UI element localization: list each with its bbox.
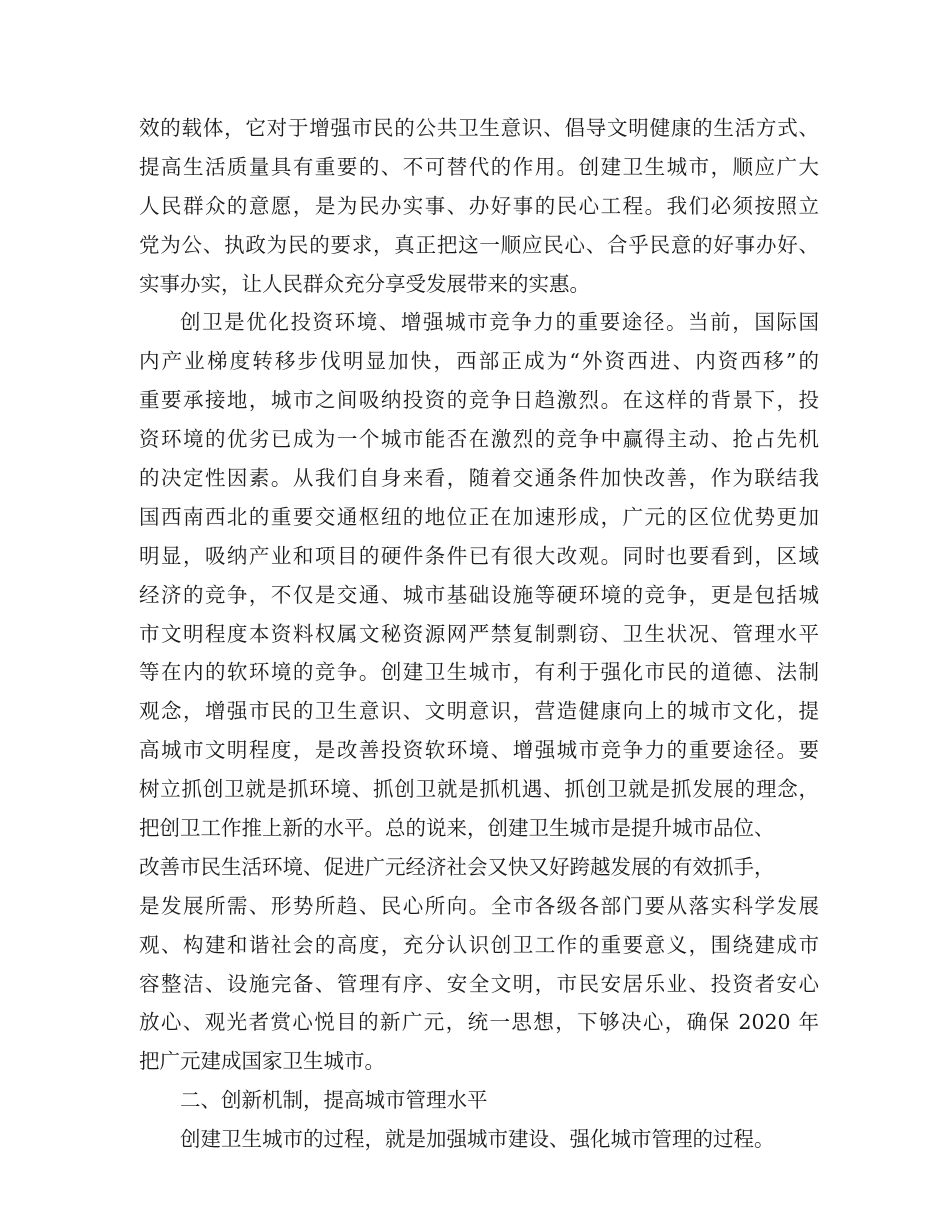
text-line: 观、构建和谐社会的高度，充分认识创卫工作的重要意义，围绕建成市	[139, 932, 819, 957]
text-line: 容整洁、设施完备、管理有序、安全文明，市民安居乐业、投资者安心	[139, 971, 819, 996]
text-line: 经济的竞争，不仅是交通、城市基础设施等硬环境的竞争，更是包括城	[139, 582, 819, 607]
text-line: 明显，吸纳产业和项目的硬件条件已有很大改观。同时也要看到，区域	[139, 543, 819, 568]
text-line: 资环境的优劣已成为一个城市能否在激烈的竞争中赢得主动、抢占先机	[139, 427, 819, 452]
text-line: 效的载体，它对于增强市民的公共卫生意识、倡导文明健康的生活方式、	[139, 116, 819, 140]
text-line: 提高生活质量具有重要的、不可替代的作用。创建卫生城市，顺应广大	[139, 154, 819, 179]
text-line: 市文明程度本资料权属文秘资源网严禁复制剽窃、卫生状况、管理水平	[139, 621, 819, 646]
text-line: 重要承接地，城市之间吸纳投资的竞争日趋激烈。在这样的背景下，投	[139, 388, 819, 413]
text-line: 放心、观光者赏心悦目的新广元，统一思想，下够决心，确保 2020 年	[139, 1010, 819, 1035]
text-line: 观念，增强市民的卫生意识、文明意识，营造健康向上的城市文化，提	[139, 699, 819, 724]
text-line: 的决定性因素。从我们自身来看，随着交通条件加快改善，作为联结我	[139, 466, 819, 491]
paragraph-first-line: 创建卫生城市的过程，就是加强城市建设、强化城市管理的过程。	[180, 1127, 775, 1152]
paragraph-first-line: 创卫是优化投资环境、增强城市竞争力的重要途径。当前，国际国	[180, 310, 819, 335]
text-line: 树立抓创卫就是抓环境、抓创卫就是抓机遇、抓创卫就是抓发展的理念，	[139, 777, 819, 802]
text-line: 是发展所需、形势所趋、民心所向。全市各级各部门要从落实科学发展	[139, 893, 819, 918]
text-line: 内产业梯度转移步伐明显加快，西部正成为“外资西进、内资西移”的	[139, 349, 819, 374]
section-heading: 二、创新机制，提高城市管理水平	[180, 1088, 488, 1113]
text-line: 党为公、执政为民的要求，真正把这一顺应民心、合乎民意的好事办好、	[139, 232, 819, 257]
text-line: 人民群众的意愿，是为民办实事、办好事的民心工程。我们必须按照立	[139, 193, 819, 218]
text-line: 等在内的软环境的竞争。创建卫生城市，有利于强化市民的道德、法制	[139, 660, 819, 685]
text-line: 国西南西北的重要交通枢纽的地位正在加速形成，广元的区位优势更加	[139, 504, 819, 529]
text-line: 高城市文明程度，是改善投资软环境、增强城市竞争力的重要途径。要	[139, 738, 819, 763]
body-text	[139, 109, 819, 1159]
text-line: 把创卫工作推上新的水平。总的说来，创建卫生城市是提升城市品位、	[139, 816, 775, 841]
text-line: 改善市民生活环境、促进广元经济社会又快又好跨越发展的有效抓手，	[139, 854, 775, 879]
text-line: 实事办实，让人民群众充分享受发展带来的实惠。	[139, 271, 590, 296]
text-line: 把广元建成国家卫生城市。	[139, 1049, 385, 1074]
